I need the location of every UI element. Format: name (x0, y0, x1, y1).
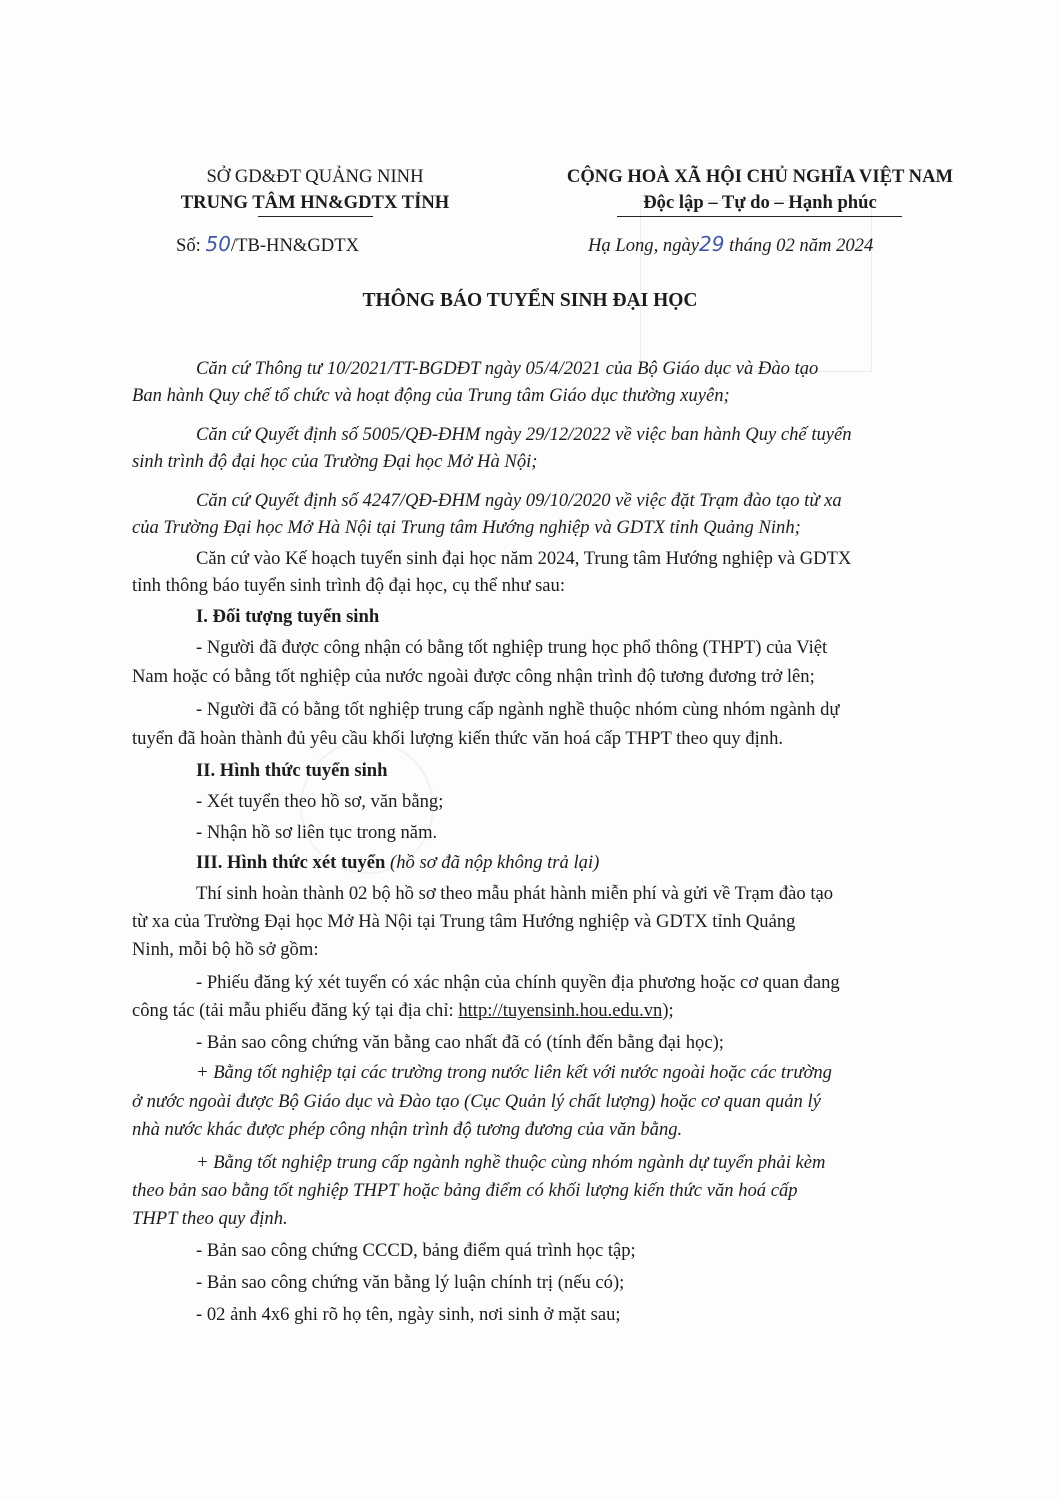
issue-date (588, 232, 873, 257)
tail-item-2: - Bản sao công chứng văn bằng lý luận chính trị (nếu có); (196, 1272, 625, 1293)
note-vocational-line-2: theo bản sao bằng tốt nghiệp THPT hoặc bảng điểm có khối lượng kiến thức văn hoá cấp (132, 1180, 798, 1201)
section-1-item-2-line-2: tuyển đã hoàn thành đủ yêu cầu khối lượng kiến thức văn hoá cấp THPT theo quy định. (132, 728, 784, 749)
note-vocational-line-3: THPT theo quy định. (132, 1208, 288, 1229)
doc-number-handwritten: 50 (205, 232, 231, 256)
doc-number-suffix: /TB-HN&GDTX (230, 235, 359, 256)
tail-item-1: - Bản sao công chứng CCCD, bảng điểm quá trình học tập; (196, 1240, 636, 1261)
section-3-para-line-2: từ xa của Trường Đại học Mở Hà Nội tại Trung tâm Hướng nghiệp và GDTX tỉnh Quảng (132, 911, 796, 932)
form-item-text: công tác (tải mẫu phiếu đăng ký tại địa chỉ: (132, 1000, 459, 1021)
motto: Độc lập – Tự do – Hạnh phúc (643, 192, 877, 213)
basis-1-line-2: Ban hành Quy chế tổ chức và hoạt động của Trung tâm Giáo dục thường xuyên; (132, 385, 730, 406)
section-3-heading: III. Hình thức xét tuyển (196, 852, 386, 873)
basis-2-line-2: sinh trình độ đại học của Trường Đại học Mở Hà Nội; (132, 451, 538, 472)
section-1-heading: I. Đối tượng tuyển sinh (196, 606, 380, 627)
form-item-tail: ); (662, 1000, 674, 1021)
registration-link[interactable]: http://tuyensinh.hou.edu.vn (458, 1000, 663, 1021)
org-underline (258, 216, 373, 217)
section-2-heading: II. Hình thức tuyển sinh (196, 760, 388, 781)
date-day-handwritten: 29 (699, 232, 725, 256)
section-3-para-line-3: Ninh, mỗi bộ hồ sở gồm: (132, 939, 319, 960)
org-parent: SỞ GD&ĐT QUẢNG NINH (206, 166, 424, 187)
section-1-item-1-line-2: Nam hoặc có bằng tốt nghiệp của nước ngoài được công nhận trình độ tương đương trở lên; (132, 666, 815, 687)
section-2-item-1: - Xét tuyển theo hồ sơ, văn bằng; (196, 791, 444, 812)
basis-1-line-1: Căn cứ Thông tư 10/2021/TT-BGDĐT ngày 05/4/2021 của Bộ Giáo dục và Đào tạo (196, 358, 819, 379)
section-1-item-2-line-1: - Người đã có bằng tốt nghiệp trung cấp ngành nghề thuộc nhóm cùng nhóm ngành dự (196, 699, 840, 720)
nation-title: CỘNG HOÀ XÃ HỘI CHỦ NGHĨA VIỆT NAM (566, 166, 954, 187)
degree-item: - Bản sao công chứng văn bằng cao nhất đã có (tính đến bằng đại học); (196, 1032, 724, 1053)
basis-3-line-1: Căn cứ Quyết định số 4247/QĐ-ĐHM ngày 09/10/2020 về việc đặt Trạm đào tạo từ xa (196, 490, 842, 511)
note-foreign-line-1: + Bằng tốt nghiệp tại các trường trong nước liên kết với nước ngoài hoặc các trường (196, 1062, 832, 1083)
note-foreign-line-3: nhà nước khác được phép công nhận trình độ tương đương của văn bằng. (132, 1119, 683, 1140)
intro-line-2: tỉnh thông báo tuyển sinh trình độ đại học, cụ thể như sau: (132, 575, 566, 596)
section-2-item-2: - Nhận hồ sơ liên tục trong năm. (196, 822, 438, 843)
intro-line-1: Căn cứ vào Kế hoạch tuyển sinh đại học năm 2024, Trung tâm Hướng nghiệp và GDTX (196, 548, 852, 569)
bleed-through-table (640, 200, 872, 372)
date-suffix: tháng 02 năm 2024 (729, 235, 874, 256)
note-foreign-line-2: ở nước ngoài được Bộ Giáo dục và Đào tạo (Cục Quản lý chất lượng) hoặc cơ quan quản lý (132, 1091, 821, 1112)
motto-underline (617, 216, 902, 217)
section-1-item-1-line-1: - Người đã được công nhận có bằng tốt nghiệp trung học phổ thông (THPT) của Việt (196, 637, 828, 658)
basis-3-line-2: của Trường Đại học Mở Hà Nội tại Trung tâm Hướng nghiệp và GDTX tỉnh Quảng Ninh; (132, 517, 801, 538)
doc-number-prefix: Số: (176, 235, 201, 256)
doc-number (176, 232, 359, 257)
section-3-heading-note: (hồ sơ đã nộp không trả lại) (390, 852, 600, 873)
note-vocational-line-1: + Bằng tốt nghiệp trung cấp ngành nghề thuộc cùng nhóm ngành dự tuyển phải kèm (196, 1152, 826, 1173)
section-3-heading-line (196, 852, 599, 874)
tail-item-3: - 02 ảnh 4x6 ghi rõ họ tên, ngày sinh, nơi sinh ở mặt sau; (196, 1304, 621, 1325)
org-name: TRUNG TÂM HN&GDTX TỈNH (180, 192, 450, 213)
date-prefix: Hạ Long, ngày (588, 235, 700, 256)
document-title: THÔNG BÁO TUYỂN SINH ĐẠI HỌC (362, 290, 698, 311)
basis-2-line-1: Căn cứ Quyết định số 5005/QĐ-ĐHM ngày 29/12/2022 về việc ban hành Quy chế tuyển (196, 424, 852, 445)
form-item-line-1: - Phiếu đăng ký xét tuyển có xác nhận của chính quyền địa phương hoặc cơ quan đang (196, 972, 840, 993)
section-3-para-line-1: Thí sinh hoàn thành 02 bộ hồ sơ theo mẫu phát hành miễn phí và gửi về Trạm đào tạo (196, 883, 834, 904)
form-item-line-2 (132, 1000, 674, 1022)
